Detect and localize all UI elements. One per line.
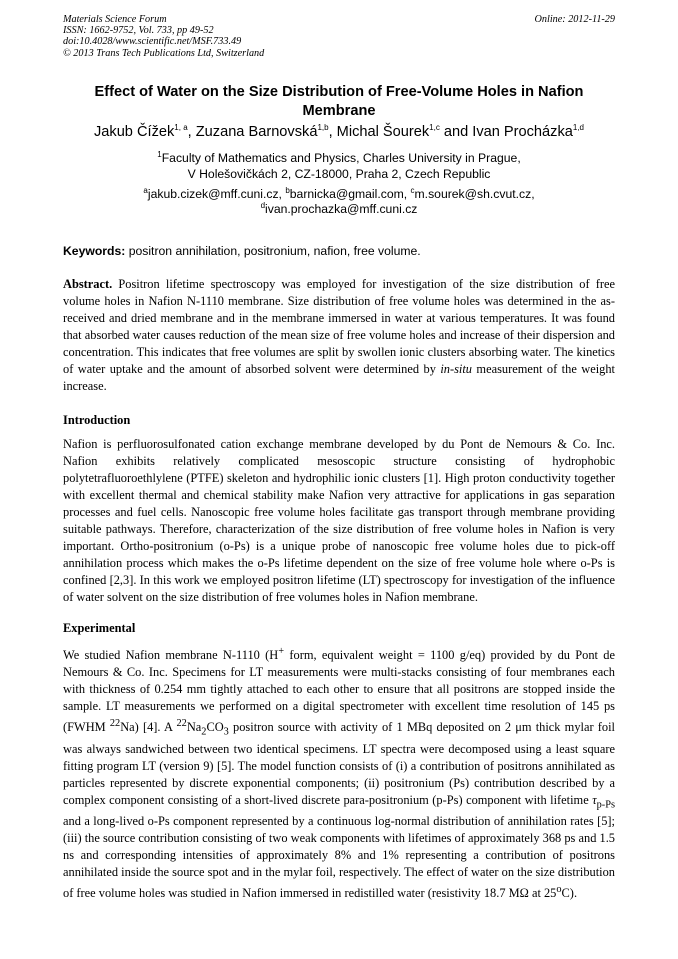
experimental-text: Na <box>186 720 202 735</box>
abstract <box>63 276 615 395</box>
introduction-heading: Introduction <box>63 413 131 427</box>
experimental-text: form, equivalent weight = 1100 g/eq) provided by du Pont de Nemours & Co. Inc. Specimens for LT measurements were multi-stacks consisting of four membranes each with thickness of 0.254 mm tightly attached to each other to ensure that all positrons are stopped inside the sample. LT measurements we performed on a digital spectrometer with excellent time resolution of 145 ps (FWHM <box>63 648 615 735</box>
keywords-text: positron annihilation, positronium, nafion, free volume. <box>125 244 421 258</box>
author-affil-sup: 1, a <box>174 123 188 133</box>
affiliation <box>63 150 615 182</box>
journal-name: Materials Science Forum <box>63 14 167 25</box>
experimental-heading: Experimental <box>63 621 136 635</box>
email-sup: c <box>410 185 415 195</box>
experimental-text: We studied Nafion membrane N-1110 (H <box>63 648 279 663</box>
affiliation-line-1: Faculty of Mathematics and Physics, Charles University in Prague, <box>161 151 521 165</box>
email-link[interactable]: ivan.prochazka@mff.cuni.cz <box>265 202 418 216</box>
superscript: 22 <box>109 718 121 730</box>
journal-copyright: © 2013 Trans Tech Publications Ltd, Switzerland <box>63 47 265 59</box>
author-name: Ivan Procházka <box>472 124 573 140</box>
abstract-text-end: measurement of the weight increase. <box>63 362 615 393</box>
author-separator: and <box>439 124 473 140</box>
journal-header <box>63 14 615 59</box>
experimental-text: C). <box>561 886 578 901</box>
author-affil-sup: 1,b <box>317 123 329 133</box>
affiliation-line-2: V Holešovičkách 2, CZ-18000, Praha 2, Czech Republic <box>187 167 491 181</box>
author-name: Michal Šourek <box>336 124 430 140</box>
subscript: p-Ps <box>596 799 615 811</box>
introduction-body <box>63 436 615 606</box>
email-link[interactable]: barnicka@gmail.com, <box>289 187 411 201</box>
experimental-text: Na) [4]. A <box>120 720 177 735</box>
email-sup: d <box>260 200 266 210</box>
email-sup: b <box>285 185 290 195</box>
superscript: o <box>556 884 562 896</box>
author-affil-sup: 1,d <box>572 123 584 133</box>
author-separator: , <box>328 124 337 140</box>
subscript: 3 <box>223 726 229 738</box>
email-list <box>63 187 615 217</box>
superscript: + <box>278 646 285 657</box>
email-sup: a <box>143 185 148 195</box>
abstract-italic: in-situ <box>440 362 472 376</box>
author-list <box>40 123 638 141</box>
introduction-text: Nafion is perfluorosulfonated cation exchange membrane developed by du Pont de Nemours & Co. Inc. Nafion exhibits relatively complicated mesoscopic structure consisting of hydrophobic polytetrafluoroethlylene (PTFE) skeleton and hydrophilic ionic clusters [1]. High proton conductivity together with excellent thermal and chemical stability make Nafion very attractive for applications in gas separation processes and fuel cells. Nanoscopic free volume holes facilitate gas transport through membrane providing suitable pathways. Therefore, characterization of the size distribution of free volume holes in Nafion is very important. Ortho-positronium (o-Ps) is a unique probe of nanoscopic free volume holes due to pick-off annihilation process which makes the o-Ps lifetime dependent on the size of free volume hole where o-Ps is confined [2,3]. In this work we employed positron lifetime (LT) spectroscopy for investigation of the influence of water solvent on the size distribution of free volumes holes in Nafion membrane. <box>63 437 615 604</box>
experimental-text: and a long-lived o-Ps component represented by a continuous log-normal distribution of annihilation rates [5]; (iii) the source contribution consisting of two weak components with lifetimes of approximately 368 ps and 1.5 ns and corresponding intensities of approximately 8% and 1% representing a contribution of positrons annihilated inside the source spot and in the mylar foil, respectively. The effect of water on the size distribution of free volume holes was studied in Nafion immersed in redistilled water (resistivity 18.7 MΩ at 25 <box>63 814 615 901</box>
email-link[interactable]: jakub.cizek@mff.cuni.cz, <box>147 187 286 201</box>
author-name: Jakub Čížek <box>93 124 175 140</box>
keywords <box>63 244 615 259</box>
journal-doi: doi:10.4028/www.scientific.net/MSF.733.49 <box>63 36 242 48</box>
experimental-text: positron source with activity of 1 MBq deposited on 2 μm thick mylar foil was always sandwiched between two identical specimens. LT spectra were decomposed using a least square fitting program LT (version 9) [5]. The model function consists of (i) a contribution of positrons annihilated as particles represented by discrete exponential components; (ii) positronium (Ps) contribution described by a complex component consisting of a short-lived discrete para-positronium (p-Ps) component with lifetime <box>63 720 615 807</box>
author-separator: , <box>187 124 196 140</box>
tau-symbol: τ <box>592 792 597 807</box>
abstract-text: Positron lifetime spectroscopy was employed for investigation of the size distribution of free volume holes in Nafion N-1110 membrane. Size distribution of free volume holes was determined in the as-received and dried membrane and in the membrane immersed in water at various temperatures. It was found that absorbed water causes reduction of the mean size of free volume holes and increase of their dispersion and concentration. This indicates that free volumes are split by swollen ionic clusters absorbing water. The kinetics of water uptake and the amount of absorbed solvent were determined by <box>63 277 615 376</box>
journal-issn: ISSN: 1662-9752, Vol. 733, pp 49-52 <box>63 25 214 37</box>
paper-title: Effect of Water on the Size Distribution of Free-Volume Holes in Nafion Membrane <box>94 84 584 119</box>
affiliation-sup: 1 <box>157 149 162 159</box>
superscript: 22 <box>176 718 187 730</box>
author-name: Zuzana Barnovská <box>195 124 318 140</box>
email-link[interactable]: m.sourek@sh.cvut.cz, <box>414 187 535 201</box>
experimental-text: CO <box>206 720 224 735</box>
keywords-label: Keywords: <box>63 244 126 258</box>
experimental-body <box>63 643 615 902</box>
subscript: 2 <box>201 726 207 738</box>
author-affil-sup: 1,c <box>429 123 440 133</box>
online-date: Online: 2012-11-29 <box>534 14 615 25</box>
abstract-label: Abstract. <box>63 277 113 291</box>
